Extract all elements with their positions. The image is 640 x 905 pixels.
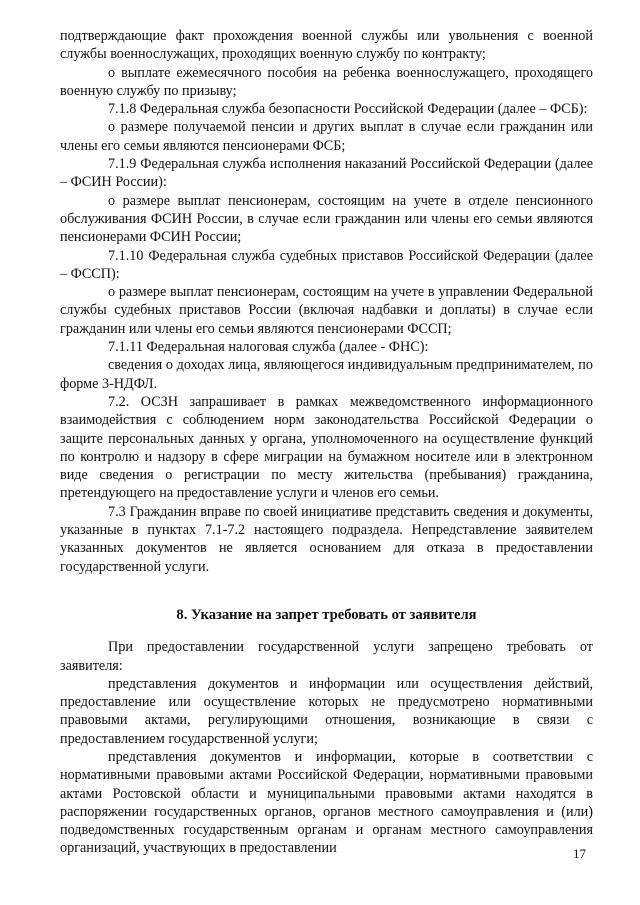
paragraph-prohibition-intro: При предоставлении государственной услуги запрещено требовать от заявителя: [60, 639, 593, 674]
paragraph-7-2-oszn-request: 7.2. ОСЗН запрашивает в рамках межведомственного информационного взаимодействия с соблюдением норм законодательства Российской Федерации о защите персональных данных у органа, уполномоченного на осуществление функций по контролю и надзору в сфере миграции на бумажном носителе или в электронном виде сведения о регистрации по месту жительства (пребывания) гражданина, претендующего на предоставление услуги и членов его семьи. [60, 393, 593, 502]
document-page [60, 27, 593, 858]
paragraph-7-1-11-fns: 7.1.11 Федеральная налоговая служба (далее - ФНС): [108, 339, 429, 356]
paragraph-income-3ndfl: сведения о доходах лица, являющегося индивидуальным предпринимателем, по форме 3-НДФЛ. [60, 357, 593, 392]
section-heading: 8. Указание на запрет требовать от заявителя [176, 606, 477, 623]
paragraph-7-1-10-fssp: 7.1.10 Федеральная служба судебных приставов Российской Федерации (далее – ФССП): [60, 247, 593, 282]
paragraph-7-1-8-fsb: 7.1.8 Федеральная служба безопасности Российской Федерации (далее – ФСБ): [108, 101, 588, 118]
paragraph-7-3-citizen-right: 7.3 Гражданин вправе по своей инициативе представить сведения и документы, указанные в пунктах 7.1-7.2 настоящего подраздела. Непредставление заявителем указанных документов не является основанием для отказа в предоставлении государственной услуги. [60, 503, 593, 575]
paragraph-military-service-dismissal: подтверждающие факт прохождения военной службы или увольнения с военной службы военнослужащих, проходящих военную службу по контракту; [60, 28, 593, 63]
paragraph-fssp-payments: о размере выплат пенсионерам, состоящим на учете в управлении Федеральной службы судебных приставов России (включая надбавки и доплаты) в случае если гражданин или члены его семьи являются пенсионерами ФССП; [60, 284, 593, 337]
page-number: 17 [573, 846, 586, 861]
paragraph-prohibition-item-2: представления документов и информации, которые в соответствии с нормативными правовыми актами Российской Федерации, нормативными правовыми актами Ростовской области и муниципальными правовыми актами находятся в распоряжении государственных органов, органов местного самоуправления и (или) подведомственных государственным органам и органам местного самоуправления организаций, участвующих в предоставлении [60, 748, 593, 857]
paragraph-fsb-pension: о размере получаемой пенсии и других выплат в случае если гражданин или члены его семьи являются пенсионерами ФСБ; [60, 119, 593, 154]
paragraph-child-allowance: о выплате ежемесячного пособия на ребенка военнослужащего, проходящего военную службу по призыву; [60, 64, 593, 99]
paragraph-7-1-9-fsin: 7.1.9 Федеральная служба исполнения наказаний Российской Федерации (далее – ФСИН России): [60, 156, 593, 191]
paragraph-prohibition-item-1: представления документов и информации или осуществления действий, предоставление или осуществление которых не предусмотрено нормативными правовыми актами, регулирующими отношения, возникающие в связи с предоставлением государственной услуги; [60, 675, 593, 747]
paragraph-fsin-payments: о размере выплат пенсионерам, состоящим на учете в отделе пенсионного обслуживания ФСИН России, в случае если гражданин или члены его семьи являются пенсионерами ФСИН России; [60, 192, 593, 246]
